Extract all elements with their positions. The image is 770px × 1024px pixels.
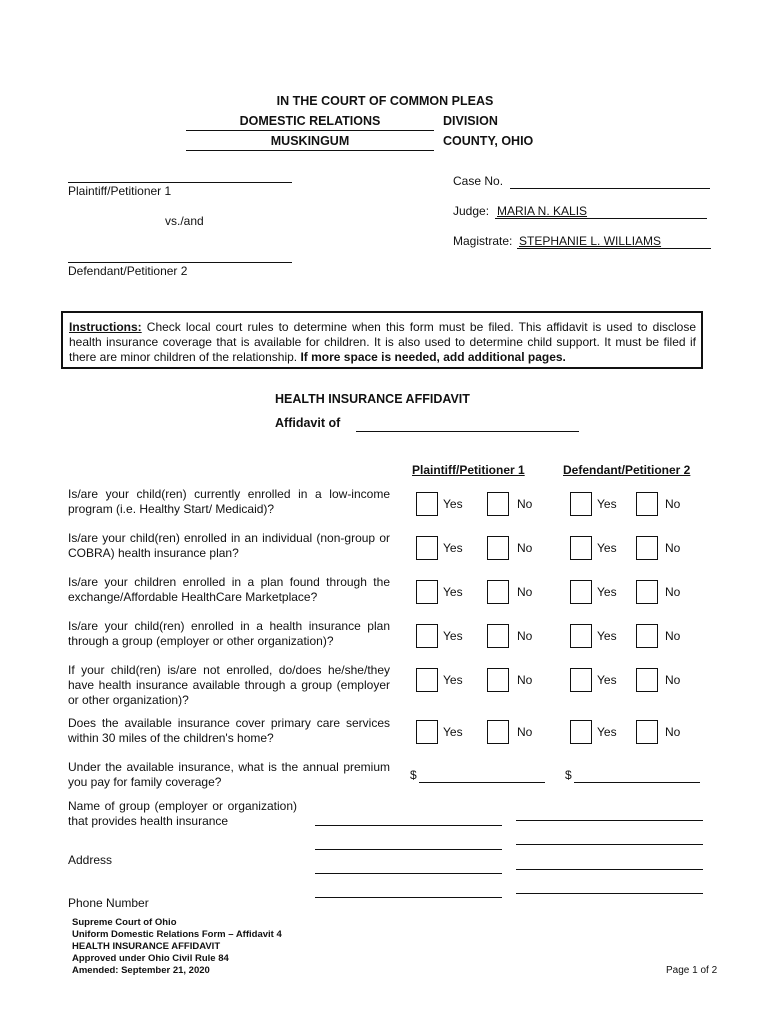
q3-p2-yes-checkbox[interactable]: [570, 580, 592, 604]
q2-p1-yes-label: Yes: [443, 541, 463, 555]
q1-p2-no-checkbox[interactable]: [636, 492, 658, 516]
q6-p2-no-label: No: [665, 725, 681, 739]
column-header-p2: Defendant/Petitioner 2: [563, 463, 691, 477]
q5-p1-yes-checkbox[interactable]: [416, 668, 438, 692]
q4-p1-no-label: No: [517, 629, 533, 643]
case-no-field[interactable]: [510, 173, 710, 189]
q3-p2-no-checkbox[interactable]: [636, 580, 658, 604]
q6-p2-yes-checkbox[interactable]: [570, 720, 592, 744]
group-name-p1-field[interactable]: [315, 811, 502, 826]
q5-p1-yes-label: Yes: [443, 673, 463, 687]
premium-p1-currency: $: [410, 768, 417, 782]
instructions-label: Instructions:: [69, 320, 142, 334]
q3-p1-no-label: No: [517, 585, 533, 599]
question-1: [68, 487, 390, 517]
question-1-text: Is/are your child(ren) currently enrolled in a low-income program (i.e. Healthy Start/ Medicaid)?: [68, 487, 390, 516]
q3-p1-yes-checkbox[interactable]: [416, 580, 438, 604]
footer-line-5: Amended: September 21, 2020: [72, 965, 210, 976]
column-header-p1: Plaintiff/Petitioner 1: [412, 463, 525, 477]
q2-p2-yes-checkbox[interactable]: [570, 536, 592, 560]
q4-p1-no-checkbox[interactable]: [487, 624, 509, 648]
q1-p2-yes-label: Yes: [597, 497, 617, 511]
q5-p2-yes-checkbox[interactable]: [570, 668, 592, 692]
premium-p1-field[interactable]: [419, 767, 545, 783]
footer-line-3: HEALTH INSURANCE AFFIDAVIT: [72, 941, 221, 952]
division-label: DIVISION: [443, 114, 498, 128]
q3-p1-yes-label: Yes: [443, 585, 463, 599]
q1-p2-no-label: No: [665, 497, 681, 511]
premium-question: [68, 760, 390, 790]
q3-p1-no-checkbox[interactable]: [487, 580, 509, 604]
q5-p2-yes-label: Yes: [597, 673, 617, 687]
premium-question-text: Under the available insurance, what is the annual premium you pay for family coverage?: [68, 760, 390, 789]
plaintiff-label: Plaintiff/Petitioner 1: [68, 184, 172, 198]
q2-p2-yes-label: Yes: [597, 541, 617, 555]
q1-p1-yes-label: Yes: [443, 497, 463, 511]
q4-p2-yes-label: Yes: [597, 629, 617, 643]
instructions-text: Check local court rules to determine when this form must be filed. This affidavit is used to disclose health insurance coverage that is available for children. It is also used to determine child support. It must be filed if there are minor children of the relationship.: [69, 320, 696, 364]
q2-p1-no-label: No: [517, 541, 533, 555]
q1-p2-yes-checkbox[interactable]: [570, 492, 592, 516]
q4-p2-yes-checkbox[interactable]: [570, 624, 592, 648]
group-name-p2-field[interactable]: [516, 806, 703, 821]
q1-p1-no-label: No: [517, 497, 533, 511]
division-name: DOMESTIC RELATIONS: [186, 114, 434, 131]
county-name: MUSKINGUM: [186, 134, 434, 151]
footer-line-2: Uniform Domestic Relations Form – Affidavit 4: [72, 929, 282, 940]
question-3: [68, 575, 390, 605]
footer-line-4: Approved under Ohio Civil Rule 84: [72, 953, 229, 964]
q5-p1-no-label: No: [517, 673, 533, 687]
case-no-label: Case No.: [453, 174, 504, 188]
q6-p1-yes-label: Yes: [443, 725, 463, 739]
q6-p1-no-label: No: [517, 725, 533, 739]
question-4-text: Is/are your child(ren) enrolled in a health insurance plan through a group (employer or other organization)?: [68, 619, 390, 648]
q2-p1-no-checkbox[interactable]: [487, 536, 509, 560]
form-title: HEALTH INSURANCE AFFIDAVIT: [275, 392, 470, 406]
q1-p1-yes-checkbox[interactable]: [416, 492, 438, 516]
question-5: [68, 663, 390, 708]
q5-p1-no-checkbox[interactable]: [487, 668, 509, 692]
question-3-text: Is/are your children enrolled in a plan found through the exchange/Affordable HealthCare Marketplace?: [68, 575, 390, 604]
q3-p2-no-label: No: [665, 585, 681, 599]
question-6: [68, 716, 390, 746]
address-p2-line2[interactable]: [516, 855, 703, 870]
question-4: [68, 619, 390, 649]
vs-label: vs./and: [165, 214, 204, 228]
affidavit-of-label: Affidavit of: [275, 416, 341, 430]
footer-line-1: Supreme Court of Ohio: [72, 917, 177, 928]
question-2-text: Is/are your child(ren) enrolled in an individual (non-group or COBRA) health insurance plan?: [68, 531, 390, 560]
judge-label: Judge:: [453, 204, 490, 218]
phone-p2-field[interactable]: [516, 879, 703, 894]
magistrate-name-text: STEPHANIE L. WILLIAMS: [519, 234, 662, 248]
q2-p2-no-label: No: [665, 541, 681, 555]
address-p1-line1[interactable]: [315, 835, 502, 850]
q6-p2-no-checkbox[interactable]: [636, 720, 658, 744]
defendant-label: Defendant/Petitioner 2: [68, 264, 188, 278]
premium-p2-field[interactable]: [574, 767, 700, 783]
magistrate-label: Magistrate:: [453, 234, 513, 248]
address-label: Address: [68, 853, 113, 867]
q4-p1-yes-label: Yes: [443, 629, 463, 643]
judge-name: [497, 204, 587, 218]
q4-p2-no-label: No: [665, 629, 681, 643]
q6-p1-yes-checkbox[interactable]: [416, 720, 438, 744]
question-6-text: Does the available insurance cover primary care services within 30 miles of the children's home?: [68, 716, 390, 745]
address-p2-line1[interactable]: [516, 830, 703, 845]
premium-p2-currency: $: [565, 768, 572, 782]
magistrate-name: [519, 234, 661, 248]
question-5-text: If your child(ren) is/are not enrolled, do/does he/she/they have health insurance available through a group (employer or other organization)?: [68, 663, 390, 707]
instructions-box: [61, 311, 703, 369]
q5-p2-no-label: No: [665, 673, 681, 687]
q6-p1-no-checkbox[interactable]: [487, 720, 509, 744]
county-label: COUNTY, OHIO: [443, 134, 534, 148]
group-name-label: Name of group (employer or organization) that provides health insurance: [68, 799, 297, 828]
court-title: IN THE COURT OF COMMON PLEAS: [276, 94, 494, 108]
q6-p2-yes-label: Yes: [597, 725, 617, 739]
q2-p2-no-checkbox[interactable]: [636, 536, 658, 560]
q2-p1-yes-checkbox[interactable]: [416, 536, 438, 560]
defendant-signature-line[interactable]: [68, 261, 292, 263]
q4-p2-no-checkbox[interactable]: [636, 624, 658, 648]
q5-p2-no-checkbox[interactable]: [636, 668, 658, 692]
page-number: Page 1 of 2: [666, 965, 718, 976]
plaintiff-signature-line[interactable]: [68, 181, 292, 183]
question-2: [68, 531, 390, 561]
instructions-bold-text: If more space is needed, add additional pages.: [300, 350, 566, 364]
q3-p2-yes-label: Yes: [597, 585, 617, 599]
affidavit-of-field[interactable]: [356, 415, 579, 432]
phone-label: Phone Number: [68, 896, 149, 910]
q1-p1-no-checkbox[interactable]: [487, 492, 509, 516]
phone-p1-field[interactable]: [315, 883, 502, 898]
judge-name-text: MARIA N. KALIS: [497, 204, 588, 218]
q4-p1-yes-checkbox[interactable]: [416, 624, 438, 648]
address-p1-line2[interactable]: [315, 859, 502, 874]
